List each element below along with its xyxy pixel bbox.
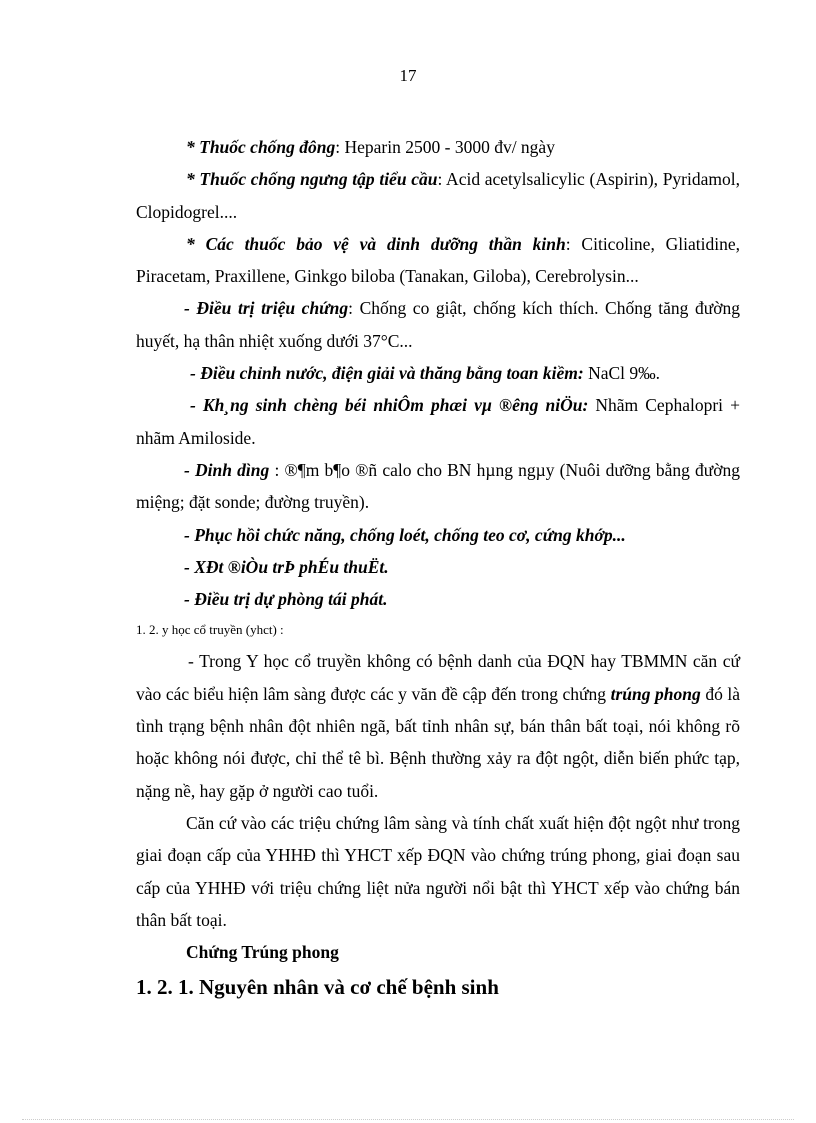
- page-bottom-divider: [22, 1119, 794, 1120]
- term-nutrition: - Dinh dìng: [184, 459, 270, 480]
- term-symptomatic: - Điều trị triệu chứng: [184, 298, 349, 319]
- yhct-intro-start: - Trong Y học cổ truyền không có bệnh danh của ĐQN hay TBMMN căn cứ vào các biểu hiện lâm sàng được các y văn đề cập đến trong chứng: [136, 651, 740, 704]
- paragraph-nutrition: [136, 454, 740, 519]
- term-antiplatelet: * Thuốc chống ngưng tập tiểu cầu: [186, 169, 438, 190]
- yhct-intro-end: đó là tình trạng bệnh nhân đột nhiên ngã, bất tỉnh nhân sự, bán thân bất toại, nói không rõ hoặc không nói được, chỉ thể tê bì. Bệnh thường xảy ra đột ngột, diễn biến phức tạp, nặng nề, hay gặp ở người cao tuổi.: [136, 683, 741, 801]
- paragraph-electrolyte: [136, 357, 740, 389]
- page-number: 17: [399, 66, 417, 85]
- paragraph-prevention: - Điều trị dự phòng tái phát.: [184, 589, 388, 610]
- paragraph-rehab: - Phục hồi chức năng, chống loét, chống teo cơ, cứng khớp...: [184, 524, 626, 545]
- text-symptomatic: : Chống co giật, chống kích thích. Chống tăng đường huyết, hạ thân nhiệt xuống dưới 37°C...: [136, 298, 740, 351]
- text-electrolyte: NaCl 9‰.: [583, 363, 661, 384]
- document-body: [136, 131, 740, 1004]
- paragraph-yhct-classification: Căn cứ vào các triệu chứng lâm sàng và tính chất xuất hiện đột ngột như trong giai đoạn cấp của YHHĐ thì YHCT xếp ĐQN vào chứng trúng phong, giai đoạn sau cấp của YHHĐ với triệu chứng liệt nửa người nổi bật thì YHCT xếp vào chứng bán thân bất toại.: [136, 812, 740, 930]
- text-anticoagulant: : Heparin 2500 - 3000 đv/ ngày: [335, 137, 555, 157]
- paragraph-symptomatic: [136, 292, 740, 357]
- paragraph-yhct-intro: [136, 645, 740, 806]
- term-anticoagulant: * Thuốc chống đông: [186, 137, 336, 157]
- text-antibiotic: Nhãm Cephalopri + nhãm Amiloside.: [136, 395, 740, 448]
- paragraph-neuroprotective: [136, 228, 740, 293]
- paragraph-surgery: - XÐt ®iÒu trÞ phÉu thuËt.: [184, 556, 389, 577]
- term-antibiotic: - Kh¸ng sinh chèng béi nhiÔm phæi vµ ®êng niÖu:: [190, 395, 589, 416]
- term-electrolyte: - Điều chỉnh nước, điện giải và thăng bằng toan kiềm:: [190, 363, 584, 384]
- text-nutrition: : ®¶m b¶o ®ñ calo cho BN hµng ngµy (Nuôi dưỡng bằng đường miệng; đặt sonde; đường truyền).: [136, 459, 741, 513]
- paragraph-antiplatelet: [136, 163, 740, 228]
- section-heading: 1. 2. 1. Nguyên nhân và cơ chế bệnh sinh: [136, 975, 499, 1000]
- sub-heading: Chứng Trúng phong: [186, 942, 339, 963]
- term-neuroprotective: * Các thuốc bảo vệ và dinh dưỡng thần kinh: [186, 233, 566, 254]
- text-antiplatelet: : Acid acetylsalicylic (Aspirin), Pyridamol, Clopidogrel....: [136, 169, 740, 222]
- term-trung-phong: trúng phong: [610, 683, 701, 704]
- text-neuroprotective: : Citicoline, Gliatidine, Piracetam, Praxillene, Ginkgo biloba (Tanakan, Giloba), Cerebrolysin...: [136, 233, 740, 287]
- yhct-heading: 1. 2. y học cổ truyền (yhct) :: [136, 622, 284, 638]
- paragraph-antibiotic: [136, 389, 740, 454]
- paragraph-anticoagulant: [136, 131, 740, 163]
